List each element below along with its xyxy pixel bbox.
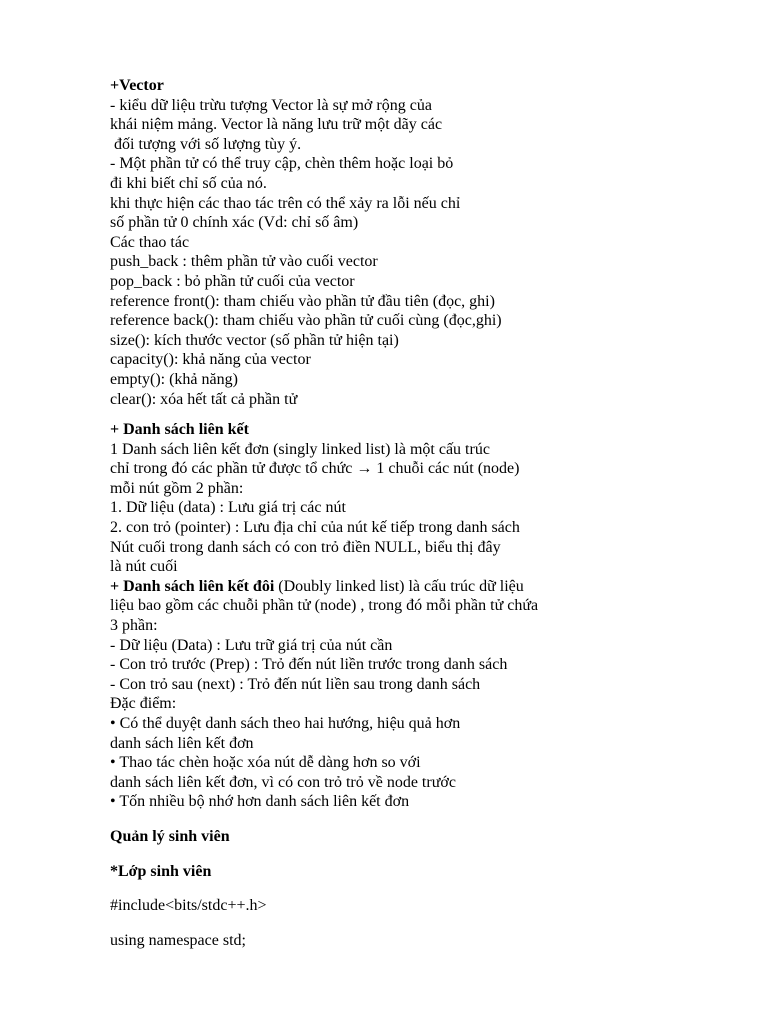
doubly-line: 3 phần: [110,617,158,635]
vector-line: capacity(): khả năng của vector [110,351,311,369]
doubly-line: - Con trỏ sau (next) : Trỏ đến nút liền sau trong danh sách [110,675,481,693]
namespace-line: using namespace std; [110,931,246,949]
doubly-line: • Thao tác chèn hoặc xóa nút dễ dàng hơn so với [110,754,421,772]
doubly-line: - Con trỏ trước (Prep) : Trỏ đến nút liền trước trong danh sách [110,656,508,674]
doubly-line: danh sách liên kết đơn, vì có con trỏ trỏ về node trước [110,773,456,791]
student-heading: Quản lý sinh viên [110,827,230,845]
vector-line: khái niệm mảng. Vector là năng lưu trữ một dãy các [110,116,443,134]
section-spacer [110,409,750,420]
vector-line: reference back(): tham chiếu vào phần tử cuối cùng (đọc,ghi) [110,312,502,330]
vector-section [110,76,750,409]
vector-line: số phần tử 0 chính xác (Vd: chỉ số âm) [110,214,359,232]
vector-line: pop_back : bỏ phần tử cuối của vector [110,272,355,290]
singly-line: 1. Dữ liệu (data) : Lưu giá trị các nút [110,499,346,517]
doubly-line: • Có thể duyệt danh sách theo hai hướng, hiệu quả hơn [110,715,461,732]
vector-line: empty(): (khả năng) [110,370,238,388]
vector-heading: +Vector [110,77,164,94]
vector-line: reference front(): tham chiếu vào phần tử đầu tiên (đọc, ghi) [110,292,495,310]
section-spacer [110,916,750,931]
singly-line: 1 Danh sách liên kết đơn (singly linked list) là một cấu trúc [110,440,490,458]
singly-line: 2. con trỏ (pointer) : Lưu địa chỉ của nút kế tiếp trong danh sách [110,519,520,537]
doubly-intro-line [110,577,750,597]
section-spacer [110,812,750,827]
section-spacer [110,881,750,896]
vector-line: khi thực hiện các thao tác trên có thể xảy ra lỗi nếu chỉ [110,194,461,212]
doubly-intro-text: (Doubly linked list) là cấu trúc dữ liệu [274,577,524,595]
vector-line: push_back : thêm phần tử vào cuối vector [110,253,378,271]
section-spacer [110,847,750,862]
singly-line: chỉ trong đó các phần tử được tổ chức → 1 chuỗi các nút (node) [110,460,520,478]
vector-line: đi khi biết chỉ số của nó. [110,174,267,192]
singly-line: là nút cuối [110,558,178,576]
vector-line: Các thao tác [110,233,190,251]
doubly-line: • Tốn nhiều bộ nhớ hơn danh sách liên kết đơn [110,793,410,811]
vector-line: - Một phần tử có thể truy cập, chèn thêm hoặc loại bỏ [110,155,454,173]
include-line: #include<bits/stdc++.h> [110,897,267,915]
doubly-heading: + Danh sách liên kết đôi [110,577,275,595]
linked-list-section [110,420,750,812]
doubly-line: danh sách liên kết đơn [110,734,254,752]
student-class-heading: *Lớp sinh viên [110,862,212,880]
doubly-line: Đặc điểm: [110,695,177,713]
vector-line: - kiểu dữ liệu trừu tượng Vector là sự mở rộng của [110,96,432,114]
singly-line: Nút cuối trong danh sách có con trỏ điền NULL, biểu thị đây [110,538,501,556]
vector-line: đối tượng với số lượng tùy ý. [110,135,302,153]
vector-line: size(): kích thước vector (số phần tử hiện tại) [110,331,399,349]
linked-list-heading: + Danh sách liên kết [110,421,249,439]
doubly-line: liệu bao gồm các chuỗi phần tử (node) , trong đó mỗi phần tử chứa [110,597,539,615]
doubly-line: - Dữ liệu (Data) : Lưu trữ giá trị của nút cần [110,636,393,654]
vector-line: clear(): xóa hết tất cả phần tử [110,390,298,408]
singly-line: mỗi nút gồm 2 phần: [110,479,244,497]
document-page [110,76,750,950]
